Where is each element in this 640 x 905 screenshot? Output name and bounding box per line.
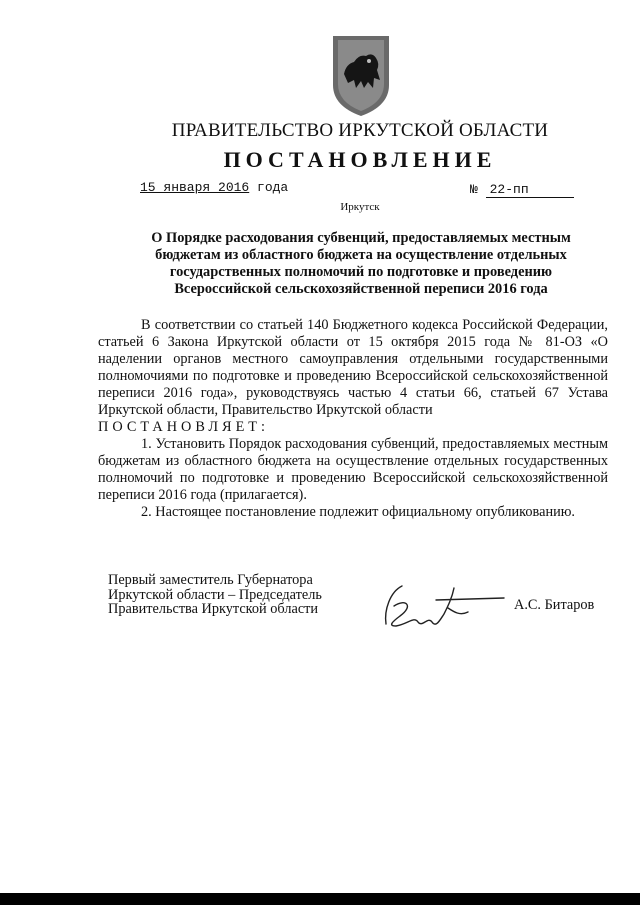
document-date (140, 180, 288, 195)
position-line: Правительства Иркутской области (108, 601, 319, 617)
coat-of-arms-icon (330, 30, 392, 118)
signatory-position (108, 573, 408, 617)
position-line: Первый заместитель Губернатора (108, 572, 313, 588)
document-number (470, 182, 574, 198)
handwritten-signature (378, 576, 508, 636)
date-value: 15 января 2016 (140, 180, 250, 195)
preamble: В соответствии со статьей 140 Бюджетного кодекса Российской Федерации, статьей 6 Закона Иркутской области от 15 октября 2015 года № 81-ОЗ «О наделении органов местного самоуправления отдельными государственными полномочиями по подготовке и проведению Всероссийской сельскохозяйственной переписи 2016 года», руководствуясь частью 4 статьи 66, статьей 67 Устава Иркутской области, Правительство Иркутской области (98, 317, 608, 418)
number-value: 22-пп (486, 182, 574, 198)
document-body (98, 317, 608, 521)
number-prefix: № (470, 182, 478, 197)
signatory-name: А.С. Битаров (514, 597, 595, 613)
position-line: Иркутской области – Председатель (108, 586, 322, 603)
date-suffix: года (257, 180, 289, 195)
document-title: О Порядке расходования субвенций, предоставляемых местным бюджетам из областного бюджета на осуществление отдельных государственных полномочий по подготовке и проведению Всероссийской сельскохозяйственной переписи 2016 года (151, 230, 571, 297)
item-1: 1. Установить Порядок расходования субвенций, предоставляемых местным бюджетам из областного бюджета на осуществление отдельных государственных полномочий по подготовке и проведению Всероссийской сельскохозяйственной переписи 2016 года (прилагается). (98, 436, 608, 503)
document-type: ПОСТАНОВЛЕНИЕ (223, 147, 497, 172)
organization-title: ПРАВИТЕЛЬСТВО ИРКУТСКОЙ ОБЛАСТИ (171, 120, 549, 141)
scan-edge (0, 893, 640, 905)
decree-heading: ПОСТАНОВЛЯЕТ: (98, 419, 270, 435)
city: Иркутск (340, 201, 380, 213)
item-2: 2. Настоящее постановление подлежит официальному опубликованию. (141, 504, 576, 520)
